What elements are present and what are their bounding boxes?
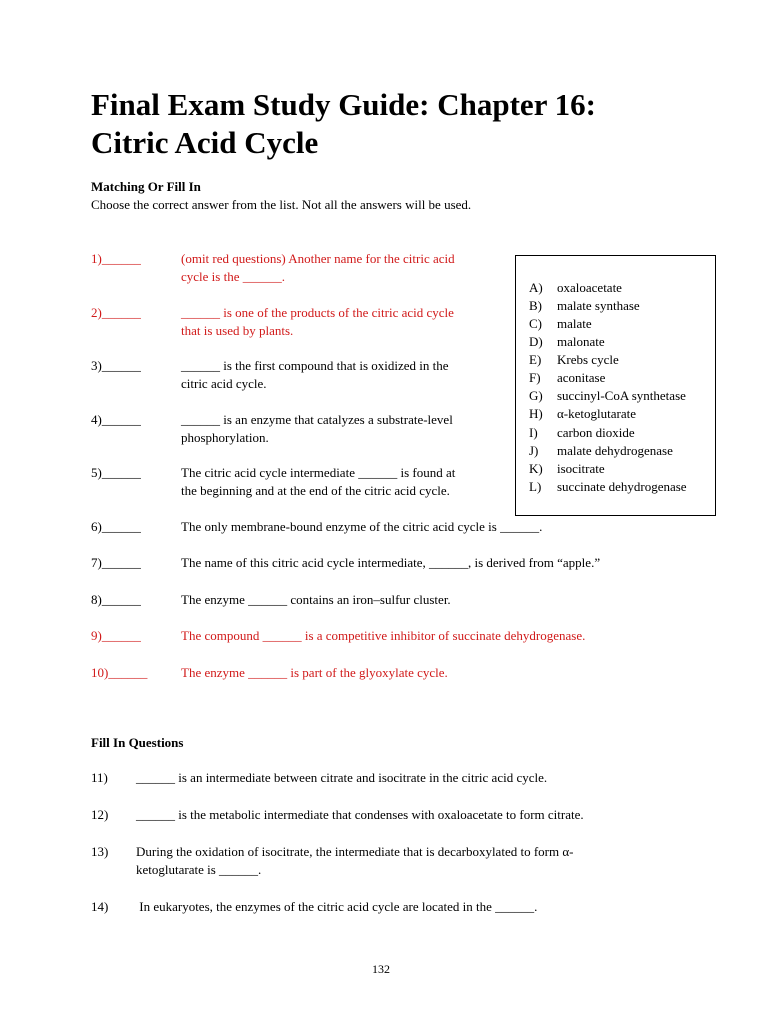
answer-item [529, 442, 673, 460]
question-text: The compound ______ is a competitive inhibitor of succinate dehydrogenase. [181, 628, 586, 643]
answer-text: Krebs cycle [557, 352, 619, 367]
answer-item [529, 297, 640, 315]
answer-text: aconitase [557, 370, 606, 385]
answer-item [529, 405, 636, 423]
question-number: 2)______ [91, 305, 141, 320]
answer-letter: K) [529, 461, 543, 476]
answer-letter: G) [529, 388, 543, 403]
question-number: 9)______ [91, 628, 141, 643]
answer-letter: E) [529, 352, 542, 367]
question-text-cont: that is used by plants. [181, 323, 294, 338]
answer-letter: L) [529, 479, 542, 494]
answer-letter: C) [529, 316, 542, 331]
question-text: The only membrane-bound enzyme of the citric acid cycle is ______. [181, 519, 543, 534]
question-text: During the oxidation of isocitrate, the intermediate that is decarboxylated to form α- [136, 844, 574, 859]
answer-letter: H) [529, 406, 543, 421]
question-text: ______ is an enzyme that catalyzes a substrate-level [181, 412, 453, 427]
question-text: The enzyme ______ contains an iron–sulfur cluster. [181, 592, 451, 607]
question-text-cont: citric acid cycle. [181, 376, 267, 391]
answer-text: α-ketoglutarate [557, 406, 636, 421]
answer-letter: I) [529, 425, 538, 440]
question-text: The name of this citric acid cycle intermediate, ______, is derived from “apple.” [181, 555, 601, 570]
question-text: ______ is one of the products of the citric acid cycle [181, 305, 454, 320]
answer-text: carbon dioxide [557, 425, 635, 440]
question-number: 14) [91, 899, 109, 914]
title-line-1: Final Exam Study Guide: Chapter 16: [91, 87, 596, 122]
answer-text: malate dehydrogenase [557, 443, 673, 458]
question-text: (omit red questions) Another name for the citric acid [181, 251, 455, 266]
answer-letter: B) [529, 298, 542, 313]
question-number: 10)______ [91, 665, 148, 680]
answer-letter: F) [529, 370, 541, 385]
answer-item [529, 387, 686, 405]
question-number: 12) [91, 807, 109, 822]
question-text: The enzyme ______ is part of the glyoxylate cycle. [181, 665, 448, 680]
question-text: ______ is the first compound that is oxidized in the [181, 358, 449, 373]
answer-item [529, 478, 687, 496]
matching-heading: Matching Or Fill In [91, 179, 201, 194]
question-text: ______ is the metabolic intermediate that condenses with oxaloacetate to form citrate. [136, 807, 584, 822]
answer-letter: D) [529, 334, 543, 349]
question-number: 11) [91, 770, 108, 785]
answer-text: isocitrate [557, 461, 605, 476]
fill-in-heading: Fill In Questions [91, 735, 184, 750]
question-text: In eukaryotes, the enzymes of the citric acid cycle are located in the ______. [136, 899, 538, 914]
question-number: 4)______ [91, 412, 141, 427]
answer-letter: A) [529, 280, 543, 295]
question-text: The citric acid cycle intermediate ______ is found at [181, 465, 456, 480]
question-number: 1)______ [91, 251, 141, 266]
answer-item [529, 279, 622, 297]
answer-text: succinyl-CoA synthetase [557, 388, 686, 403]
answer-list-box [515, 255, 716, 516]
question-number: 8)______ [91, 592, 141, 607]
matching-instructions: Choose the correct answer from the list. Not all the answers will be used. [91, 197, 472, 212]
answer-letter: J) [529, 443, 539, 458]
page-number: 132 [372, 962, 390, 976]
question-number: 13) [91, 844, 109, 859]
question-text-cont: the beginning and at the end of the citric acid cycle. [181, 483, 450, 498]
answer-item [529, 460, 605, 478]
question-text-cont: ketoglutarate is ______. [136, 862, 262, 877]
question-number: 5)______ [91, 465, 141, 480]
answer-text: malate synthase [557, 298, 640, 313]
answer-text: malonate [557, 334, 605, 349]
answer-text: oxaloacetate [557, 280, 622, 295]
question-text-cont: cycle is the ______. [181, 269, 285, 284]
answer-item [529, 424, 635, 442]
page-title [91, 86, 596, 162]
question-number: 3)______ [91, 358, 141, 373]
answer-text: succinate dehydrogenase [557, 479, 687, 494]
question-text: ______ is an intermediate between citrate and isocitrate in the citric acid cycle. [136, 770, 548, 785]
question-number: 7)______ [91, 555, 141, 570]
answer-text: malate [557, 316, 592, 331]
answer-item [529, 369, 605, 387]
answer-item [529, 315, 592, 333]
answer-item [529, 333, 605, 351]
title-line-2: Citric Acid Cycle [91, 125, 319, 160]
question-text-cont: phosphorylation. [181, 430, 269, 445]
answer-item [529, 351, 619, 369]
question-number: 6)______ [91, 519, 141, 534]
